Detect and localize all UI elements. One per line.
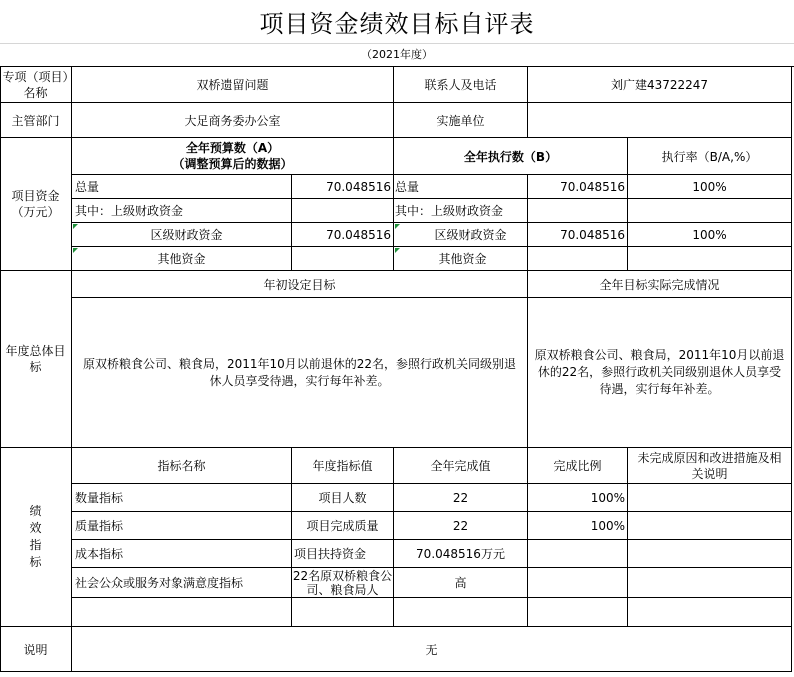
perf-header-done: 全年完成值 <box>394 448 528 484</box>
perf-row-ratio[interactable] <box>528 568 628 598</box>
exec-header: 全年执行数（B） <box>394 138 628 175</box>
funds-row-district-budget[interactable]: 70.048516 <box>292 223 394 247</box>
cell-comment-marker <box>73 224 78 229</box>
funds-row-superior-label: 其中：上级财政资金 <box>72 199 292 223</box>
funds-row-superior-exec[interactable] <box>528 199 628 223</box>
cell-comment-marker <box>73 248 78 253</box>
perf-row-ratio[interactable]: 100% <box>528 484 628 512</box>
funds-row-superior-budget[interactable] <box>292 199 394 223</box>
funds-row-other-exec[interactable] <box>528 247 628 271</box>
funds-row-district-label: 区级财政资金 <box>72 223 292 247</box>
perf-header-ratio: 完成比例 <box>528 448 628 484</box>
funds-row-total-budget[interactable]: 70.048516 <box>292 175 394 199</box>
perf-row-name: 质量指标 <box>72 512 292 540</box>
funds-row-district-exec-label: 区级财政资金 <box>394 223 528 247</box>
perf-row-name <box>72 598 292 627</box>
note-label: 说明 <box>0 627 72 672</box>
perf-row-done[interactable]: 70.048516万元 <box>394 540 528 568</box>
perf-row-target[interactable] <box>292 598 394 627</box>
perf-header-note: 未完成原因和改进措施及相关说明 <box>628 448 792 484</box>
title-gridline <box>0 43 794 44</box>
funds-row-other-exec-label: 其他资金 <box>394 247 528 271</box>
perf-row-ratio[interactable] <box>528 598 628 627</box>
perf-label-cell <box>0 448 72 627</box>
perf-row-note[interactable] <box>628 512 792 540</box>
funds-row-district-rate[interactable]: 100% <box>628 223 792 247</box>
sheet-title: 项目资金绩效目标自评表 <box>259 10 535 38</box>
contact-value[interactable]: 刘广建43722247 <box>528 67 792 103</box>
sheet-year: （2021年度） <box>361 48 433 61</box>
budget-header: 全年预算数（A） （调整预算后的数据） <box>72 138 394 175</box>
goals-initial-text[interactable]: 原双桥粮食公司、粮食局，2011年10月以前退休的22名，参照行政机关同级别退休人员享受待遇，实行每年补差。 <box>72 298 528 448</box>
perf-header-target: 年度指标值 <box>292 448 394 484</box>
funds-row-total-label: 总量 <box>72 175 292 199</box>
impl-unit-label: 实施单位 <box>394 103 528 138</box>
perf-header-name: 指标名称 <box>72 448 292 484</box>
perf-row-ratio[interactable] <box>528 540 628 568</box>
funds-row-other-rate[interactable] <box>628 247 792 271</box>
note-value[interactable]: 无 <box>72 627 792 672</box>
perf-row-done[interactable]: 22 <box>394 484 528 512</box>
perf-row-done[interactable] <box>394 598 528 627</box>
perf-row-target[interactable]: 项目扶持资金 <box>292 540 394 568</box>
perf-row-note[interactable] <box>628 598 792 627</box>
funds-row-superior-exec-label: 其中：上级财政资金 <box>394 199 528 223</box>
funds-label: 项目资金（万元） <box>0 138 72 271</box>
cell-comment-marker <box>395 248 400 253</box>
perf-row-name: 社会公众或服务对象满意度指标 <box>72 568 292 598</box>
funds-row-other-label: 其他资金 <box>72 247 292 271</box>
goals-actual-text[interactable]: 原双桥粮食公司、粮食局，2011年10月以前退休的22名，参照行政机关同级别退休人员享受待遇，实行每年补差。 <box>528 298 792 448</box>
funds-row-other-budget[interactable] <box>292 247 394 271</box>
perf-label: 绩效指标 <box>29 504 42 569</box>
perf-row-done[interactable]: 高 <box>394 568 528 598</box>
funds-row-total-rate[interactable]: 100% <box>628 175 792 199</box>
goals-initial-header: 年初设定目标 <box>72 271 528 298</box>
perf-row-ratio[interactable]: 100% <box>528 512 628 540</box>
perf-row-target[interactable]: 22名原双桥粮食公司、粮食局人 <box>292 569 393 597</box>
rate-header: 执行率（B/A,%） <box>628 138 792 175</box>
perf-row-target[interactable]: 项目完成质量 <box>292 512 394 540</box>
project-name-value[interactable]: 双桥遗留问题 <box>72 67 394 103</box>
perf-row-note[interactable] <box>628 484 792 512</box>
perf-row-target[interactable]: 项目人数 <box>292 484 394 512</box>
perf-row-note[interactable] <box>628 568 792 598</box>
funds-row-superior-rate[interactable] <box>628 199 792 223</box>
dept-value[interactable]: 大足商务委办公室 <box>72 103 394 138</box>
goals-label: 年度总体目标 <box>0 271 72 448</box>
contact-label: 联系人及电话 <box>394 67 528 103</box>
dept-label: 主管部门 <box>0 103 72 138</box>
perf-row-name: 成本指标 <box>72 540 292 568</box>
perf-row-done[interactable]: 22 <box>394 512 528 540</box>
cell-comment-marker <box>395 224 400 229</box>
funds-row-total-exec[interactable]: 70.048516 <box>528 175 628 199</box>
project-name-label: 专项（项目）名称 <box>0 67 72 103</box>
goals-actual-header: 全年目标实际完成情况 <box>528 271 792 298</box>
perf-row-name: 数量指标 <box>72 484 292 512</box>
funds-row-district-exec[interactable]: 70.048516 <box>528 223 628 247</box>
perf-row-note[interactable] <box>628 540 792 568</box>
funds-row-total-exec-label: 总量 <box>394 175 528 199</box>
impl-unit-value[interactable] <box>528 103 792 138</box>
